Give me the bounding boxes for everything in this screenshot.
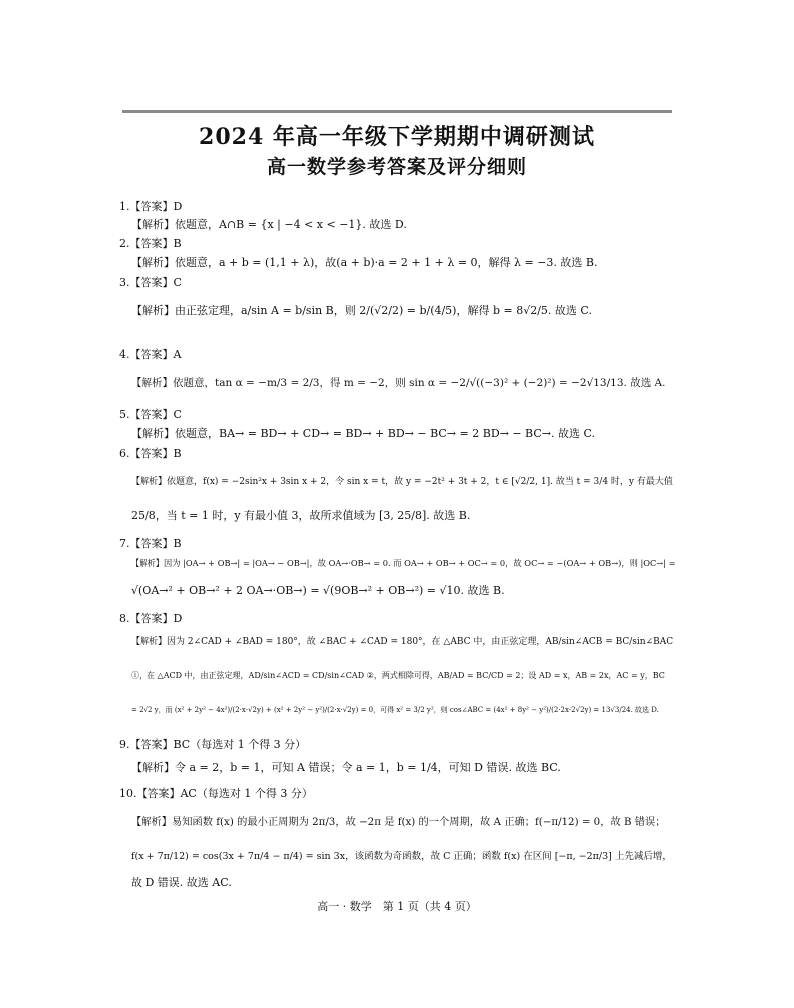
answer-8: 8.【答案】D <box>119 612 183 625</box>
answer-5: 5.【答案】C <box>119 408 182 421</box>
analysis-9: 【解析】令 a = 2，b = 1，可知 A 错误；令 a = 1，b = 1/4，可知 D 错误. 故选 BC. <box>131 761 561 774</box>
analysis-5: 【解析】依题意，BA→ = BD→ + CD→ = BD→ + BD→ − BC→ = 2 BD→ − BC→. 故选 C. <box>131 427 595 440</box>
page-subtitle: 高一数学参考答案及评分细则 <box>266 156 527 178</box>
analysis-8: 【解析】因为 2∠CAD + ∠BAD = 180°，故 ∠BAC + ∠CAD = 180°，在 △ABC 中，由正弦定理，AB/sin∠ACB = BC/sin∠BAC <box>131 637 674 647</box>
analysis-7: 【解析】因为 |OA→ + OB→| = |OA→ − OB→|，故 OA→·OB→ = 0. 而 OA→ + OB→ + OC→ = 0，故 OC→ = −(OA→ + OB→)，则 |OC→| = <box>131 558 676 568</box>
top-rule <box>122 110 672 113</box>
answer-10: 10.【答案】AC（每选对 1 个得 3 分） <box>119 787 313 800</box>
analysis-6-cont: 25/8，当 t = 1 时，y 有最小值 3，故所求值域为 [3, 25/8]. 故选 B. <box>131 509 471 522</box>
answer-1: 1.【答案】D <box>119 200 183 213</box>
answer-7: 7.【答案】B <box>119 537 182 550</box>
answer-6: 6.【答案】B <box>119 447 182 460</box>
analysis-6: 【解析】依题意，f(x) = −2sin²x + 3sin x + 2，令 sin x = t，故 y = −2t² + 3t + 2，t ∈ [√2/2, 1]. 故当 t = 3/4 时，y 有最大值 <box>131 477 673 487</box>
analysis-10-cont2: 故 D 错误. 故选 AC. <box>131 876 232 889</box>
answer-4: 4.【答案】A <box>119 348 182 361</box>
analysis-8-cont: ①，在 △ACD 中，由正弦定理，AD/sin∠ACD = CD/sin∠CAD ②，两式相除可得，AB/AD = BC/CD = 2；设 AD = x，AB = 2x，AC = y，BC <box>131 671 665 680</box>
analysis-8-cont2: = 2√2 y，而 (x² + 2y² − 4x²)/(2·x·√2y) + (x² + 2y² − y²)/(2·x·√2y) = 0，可得 x² = 3/2 y²，则 cos∠ABC = (4x² + 8y² − y²)/(2·2x·2√2y) = 13√3/24. 故选 D. <box>131 706 659 714</box>
page-title: 2024 年高一年级下学期期中调研测试 <box>199 124 595 150</box>
analysis-10-cont: f(x + 7π/12) = cos(3x + 7π/4 − π/4) = sin 3x，该函数为奇函数，故 C 正确；函数 f(x) 在区间 [−π, −2π/3] 上先减后增， <box>131 851 672 862</box>
analysis-4: 【解析】依题意，tan α = −m/3 = 2/3，得 m = −2，则 sin α = −2/√((−3)² + (−2)²) = −2√13/13. 故选 A. <box>131 377 666 389</box>
answer-3: 3.【答案】C <box>119 276 182 289</box>
analysis-7-cont: √(OA→² + OB→² + 2 OA→·OB→) = √(9OB→² + OB→²) = √10. 故选 B. <box>131 584 505 597</box>
analysis-2: 【解析】依题意，a + b = (1,1 + λ)，故(a + b)·a = 2 + 1 + λ = 0，解得 λ = −3. 故选 B. <box>131 256 598 269</box>
answer-2: 2.【答案】B <box>119 237 182 250</box>
analysis-1: 【解析】依题意，A∩B = {x | −4 < x < −1}. 故选 D. <box>131 218 407 231</box>
answer-9: 9.【答案】BC（每选对 1 个得 3 分） <box>119 738 307 751</box>
analysis-3: 【解析】由正弦定理，a/sin A = b/sin B，则 2/(√2/2) = b/(4/5)，解得 b = 8√2/5. 故选 C. <box>131 304 592 317</box>
analysis-10: 【解析】易知函数 f(x) 的最小正周期为 2π/3，故 −2π 是 f(x) 的一个周期，故 A 正确；f(−π/12) = 0，故 B 错误； <box>131 816 666 828</box>
page-footer: 高一 · 数学 第 1 页（共 4 页） <box>317 900 477 913</box>
